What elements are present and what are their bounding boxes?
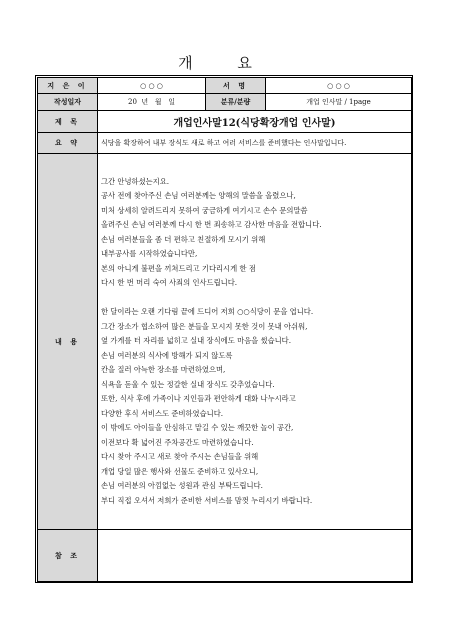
content-line: 내부공사를 시작하였습니다만, xyxy=(101,249,198,259)
content-line: 손님 여러분의 식사에 방해가 되지 않도록 xyxy=(101,350,233,360)
form-row-author xyxy=(38,78,412,94)
document-title: 개 요 xyxy=(178,54,272,72)
content-line: 개업 당일 많은 행사와 선물도 준비하고 있사오니, xyxy=(101,466,259,476)
form-row-reference xyxy=(38,530,412,582)
category-value: 개업 인사말 / 1page xyxy=(266,94,412,111)
content-line: 미처 상세히 알려드리지 못하여 궁금하게 여기시고 손수 문의말씀 xyxy=(101,205,308,215)
content-line: 부디 직접 오셔서 저희가 준비한 서비스를 맘껏 누리시기 바랍니다. xyxy=(101,495,313,505)
content-line: 다시 한 번 머리 숙여 사죄의 인사드립니다. xyxy=(101,278,238,288)
content-line: 옆 가게를 터 자리를 넓히고 실내 장식에도 마음을 썼습니다. xyxy=(101,336,292,346)
reference-label: 참 조 xyxy=(38,530,98,582)
content-label: 내 용 xyxy=(38,154,98,530)
overview-form xyxy=(37,77,412,582)
content-lines xyxy=(101,175,408,509)
signature-label: 서 명 xyxy=(206,78,266,94)
author-value: ○ ○ ○ xyxy=(98,78,206,94)
content-line: 공사 전에 찾아주신 손님 여러분께는 양해의 말씀을 올렸으나, xyxy=(101,191,296,201)
summary-value: 식당을 확장하여 내부 장식도 새로 하고 여러 서비스를 준비했다는 인사말입니다. xyxy=(98,133,412,154)
category-label: 분류/분량 xyxy=(206,94,266,111)
content-body xyxy=(98,154,412,530)
form-row-subject xyxy=(38,111,412,133)
content-line: 그간 장소가 협소하여 많은 분들을 모시지 못한 것이 못내 아쉬워, xyxy=(101,321,308,331)
subject-value: 개업인사말12(식당확장개업 인사말) xyxy=(98,111,412,133)
form-row-summary xyxy=(38,133,412,154)
content-line: 그간 안녕하셨는지요. xyxy=(101,176,170,186)
subject-label: 제 목 xyxy=(38,111,98,133)
content-line: 한 달이라는 오랜 기다림 끝에 드디어 저희 ○○식당이 문을 엽니다. xyxy=(101,307,314,317)
reference-value xyxy=(98,530,412,582)
content-line: 또한, 식사 후에 가족이나 지인들과 편안하게 대화 나누시라고 xyxy=(101,394,296,404)
form-row-content xyxy=(38,154,412,530)
author-label: 지 은 이 xyxy=(38,78,98,94)
content-line: 이전보다 확 넓어진 주차공간도 마련하였습니다. xyxy=(101,437,254,447)
summary-label: 요 약 xyxy=(38,133,98,154)
signature-value: ○ ○ ○ xyxy=(266,78,412,94)
content-line: 이 밖에도 아이들을 안심하고 맡길 수 있는 깨끗한 놀이 공간, xyxy=(101,423,294,433)
content-blank-line xyxy=(101,291,408,306)
content-line: 다시 찾아 주시고 새로 찾아 주시는 손님들을 위해 xyxy=(101,452,259,462)
date-label: 작성일자 xyxy=(38,94,98,111)
content-line: 다양한 후식 서비스도 준비하였습니다. xyxy=(101,408,224,418)
content-line: 올려주신 손님 여러분께 다시 한 번 죄송하고 감사한 마음을 전합니다. xyxy=(101,220,322,230)
content-line: 본의 아니게 불편을 끼쳐드리고 기다리시게 한 점 xyxy=(101,263,256,273)
date-value: 20 년 월 일 xyxy=(98,94,206,111)
content-line: 손님 여러분들을 좀 더 편하고 친절하게 모시기 위해 xyxy=(101,234,266,244)
content-line: 식욕을 돋울 수 있는 정갈한 실내 장식도 갖추었습니다. xyxy=(101,379,275,389)
content-line: 칸을 질러 아늑한 장소를 마련하였으며, xyxy=(101,365,226,375)
form-row-date xyxy=(38,94,412,111)
content-line: 손님 여러분의 아낌없는 성원과 관심 부탁드립니다. xyxy=(101,481,263,491)
